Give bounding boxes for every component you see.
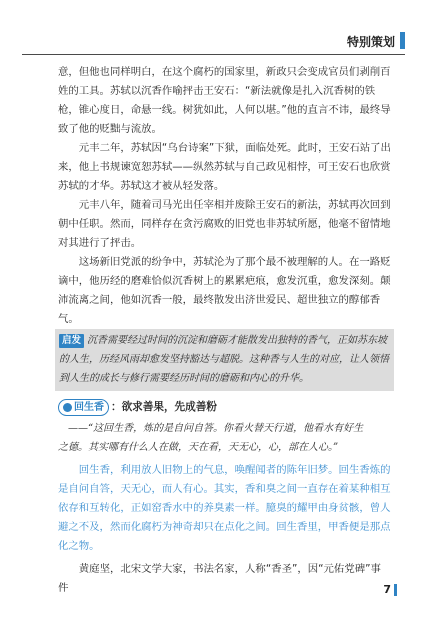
paragraph-2: 元丰二年，苏轼因“乌台诗案”下狱，面临处死。此时，王安石站了出来，他上书规谏宽恕苏轼——纵然苏轼与自己政见相悖，可王安石也欣赏苏轼的才华。苏轼这才被从轻发落。	[58, 142, 391, 192]
article-body	[58, 63, 391, 598]
blue-paragraph: 回生香，利用放人旧物上的气息，唤醒闻者的陈年旧梦。回生香炼的是自问自答，天无心，而人有心。其实，香和臭之间一直存在着某种相互依存和互转化，正如窑香水中的养臭素一样。臆臭的耀甲由身贫骸，曾人避之不及，然而化腐朽为神奇却只在点化之间。回生香里，甲香便是那点化之物。	[58, 464, 391, 552]
insight-tag: 启发	[59, 334, 84, 348]
quote-line-1: ——“这回生香，炼的是自问自答。你看火替天行道，他看水有好生	[68, 423, 364, 434]
page-number	[383, 583, 397, 596]
paragraph-1: 意，但他也同样明白，在这个腐朽的国家里，新政只会变成官员们剥削百姓的工具。苏轼以沉香作喻抨击王安石：“新法就像是扎入沉香树的铁枪，锥心度日，命悬一线。树犹如此，人何以堪。”他的直言不讳，最终导致了他的贬黜与流放。	[58, 66, 391, 135]
section-icon-label: 回生香	[74, 402, 104, 413]
header-accent-bar	[400, 32, 405, 49]
paragraph-4: 这场新旧党派的纷争中，苏轼沦为了那个最不被理解的人。在一路贬谪中，他历经的磨难恰似沉香树上的累累疤痕，愈发沉重，愈发深刻。颠沛流离之间，他如沉香一般，最终散发出济世爱民、超世独立的醇郁香气。	[58, 256, 391, 325]
page-header	[22, 32, 405, 55]
section-heading-text: ：欲求善果，先成善粉	[111, 401, 217, 413]
dot-icon	[63, 403, 72, 412]
section-heading	[58, 398, 391, 417]
insight-text: 沉香需要经过时间的沉淀和磨砺才能散发出独特的香气，正如苏东坡的人生，历经风雨却愈发坚持豁达与超脱。这种香与人生的对应，让人领悟到人生的成长与修行需要经历时间的磨砺和内心的升华。	[59, 335, 389, 384]
paragraph-3: 元丰八年，随着司马光出任宰相并废除王安石的新法，苏轼再次回到朝中任职。然而，同样存在贪污腐败的旧党也非苏轼所愿，他毫不留情地对其进行了抨击。	[58, 199, 391, 249]
last-paragraph: 黄庭坚，北宋文学大家，书法名家，人称“香圣”，因“元佑党碑”事件	[58, 563, 381, 594]
page-number-bar	[394, 584, 397, 596]
section-title: 特别策划	[346, 35, 395, 49]
insight-box	[55, 329, 394, 391]
incense-section-icon	[58, 399, 109, 416]
quote-line-2: 之德。其实哪有什么人在做，天在看，天无心，心，部在人心。”	[58, 442, 339, 453]
page-number-text: 7	[383, 583, 391, 596]
